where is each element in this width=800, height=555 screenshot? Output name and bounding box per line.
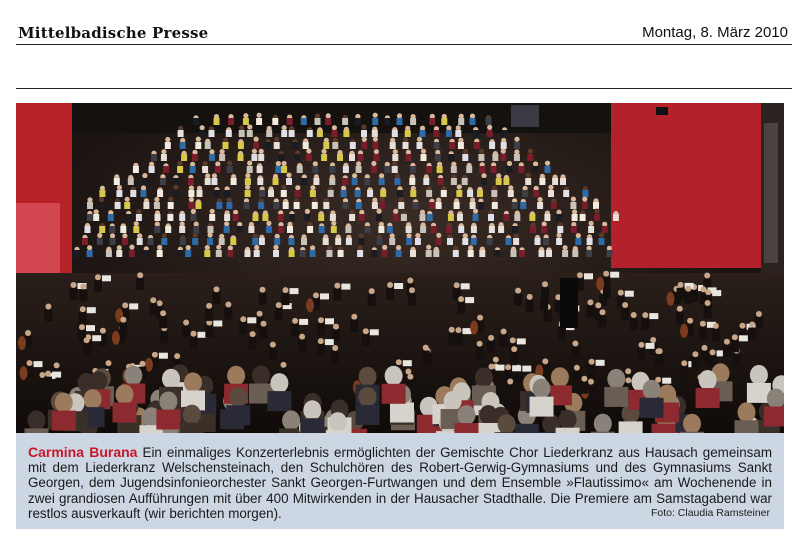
caption-title: Carmina Burana: [28, 444, 138, 460]
masthead: [18, 23, 790, 43]
section-rule: [16, 88, 792, 89]
newspaper-name: Mittelbadische Presse: [18, 24, 209, 42]
photo-credit: Foto: Claudia Ramsteiner: [650, 507, 770, 519]
concert-photo: [16, 103, 784, 433]
concert-photo-image: [16, 103, 784, 433]
masthead-rule: [16, 44, 792, 45]
issue-date: Montag, 8. März 2010: [642, 24, 788, 41]
photo-caption: [16, 433, 784, 529]
caption-body: Ein einmaliges Konzerterlebnis ermöglichten der Gemischte Chor Liederkranz aus Hausach gemeinsam mit dem Liederkranz Welschensteinach, den Schulchören des Robert-Gerwig-Gymnasiums und des Gymnasiums Sankt Georgen, dem Jugendsinfonieorchester Sankt Georgen-Furtwangen und dem Ensemble »Flautissimo« am Wochenende in zwei grandiosen Aufführungen mit über 400 Mitwirkenden in der Hausacher Stadthalle. Die Premiere am Samstagabend war restlos ausverkauft (wir berichten morgen).: [28, 445, 772, 521]
